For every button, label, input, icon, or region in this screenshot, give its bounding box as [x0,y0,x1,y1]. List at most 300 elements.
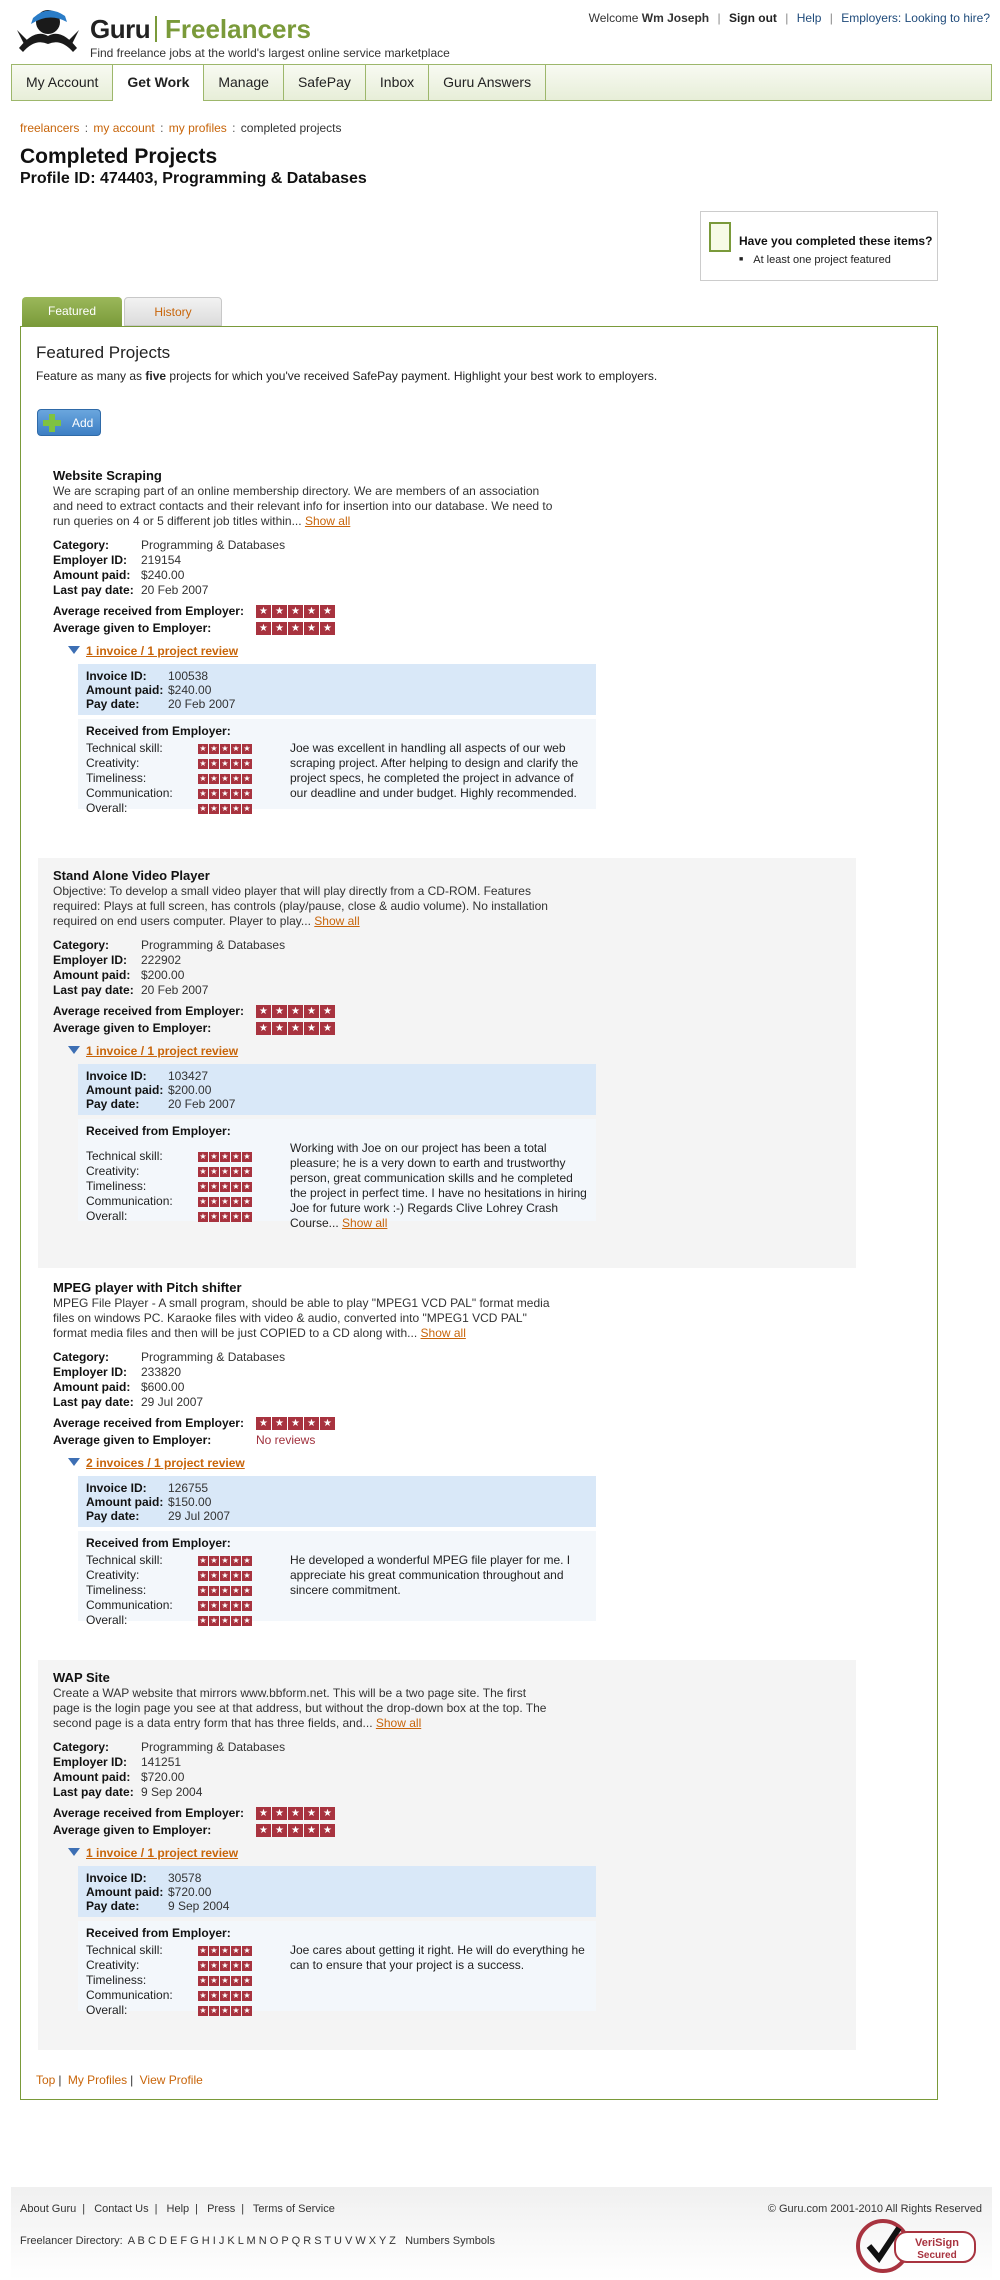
rating-row-communication: Communication: ★ ★ ★ ★ ★ [86,786,251,800]
employers-link[interactable]: Employers: Looking to hire? [841,11,990,25]
checklist-box [700,211,938,281]
star-icon: ★ [232,1600,240,1610]
show-all-link[interactable]: Show all [375,1716,422,1730]
avg-received: Average received from Employer: ★ ★ ★ ★ ★ [53,1004,335,1020]
star-icon: ★ [210,1166,218,1176]
star-icon: ★ [210,788,218,798]
star-icon: ★ [243,1615,251,1625]
pay-date-value: 9 Sep 2004 [168,1899,230,1913]
help-link[interactable]: Help [796,11,822,25]
project-card [38,858,856,1268]
star-icon: ★ [272,1824,287,1837]
project-title[interactable]: Website Scraping [53,468,162,483]
rating-row-creativity: Creativity: ★ ★ ★ ★ ★ [86,1568,251,1582]
review-box: Received from Employer: Technical skill: ★ ★ ★ ★ ★ Creativity: ★ ★ ★ ★ ★ Timeliness: ★ ★ ★ ★ ★ Communication: ★ ★ ★ ★ ★ Overall: ★ ★ ★ ★ ★ Joe was excellent in handling all aspects of our web scraping project. After helping to design and clarify the project specs, he completed the project in advance of our deadline and under budget. Highly recommended. [78,719,596,809]
star-icon: ★ [243,1990,251,2000]
project-fields: Category: Programming & Databases Employer ID: 222902 Amount paid: $200.00 Last pay date: 20 Feb 2007 [53,938,286,997]
breadcrumb-my-profiles[interactable]: my profiles [168,121,227,135]
project-title[interactable]: Stand Alone Video Player [53,868,210,883]
rating-stars [198,1571,252,1581]
top-link[interactable]: Top [36,2073,56,2087]
add-project-button[interactable]: Add [37,409,101,436]
star-icon: ★ [304,622,319,635]
star-icon: ★ [304,1824,319,1837]
top-links: Welcome Wm Joseph | Sign out | Help | Employers: Looking to hire? [588,11,990,25]
star-icon: ★ [199,1990,207,2000]
star-icon: ★ [221,1585,229,1595]
rating-stars [198,1616,252,1626]
star-icon: ★ [256,1022,271,1035]
rating-row-creativity: Creativity: ★ ★ ★ ★ ★ [86,756,251,770]
star-icon: ★ [221,1600,229,1610]
featured-description: Feature as many as five projects for which you've received SafePay payment. Highlight your best work to employers. [36,369,658,383]
star-icon: ★ [221,773,229,783]
star-icon: ★ [221,1181,229,1191]
rating-row-overall: Overall: ★ ★ ★ ★ ★ [86,1613,251,1627]
star-icon: ★ [210,758,218,768]
rating-stars [198,1556,252,1566]
star-icon: ★ [199,1960,207,1970]
rating-row-technical: Technical skill: ★ ★ ★ ★ ★ [86,1149,251,1163]
invoice-review-toggle[interactable]: 1 invoice / 1 project review [68,644,238,658]
star-icon: ★ [232,1211,240,1221]
project-description: Objective: To develop a small video player that will play directly from a CD-ROM. Features required: Plays at full screen, has controls (play/pause, close & audio volume). No installation required on end users computer. Player to play... Show all [53,884,548,928]
star-icon: ★ [304,1417,319,1430]
project-card [38,1660,856,2050]
star-icon: ★ [210,1615,218,1625]
guru-logo-icon[interactable] [15,6,81,58]
invoice-amount-value: $240.00 [168,683,212,697]
star-icon: ★ [256,605,271,618]
category-value: Programming & Databases [141,1740,286,1754]
star-icon: ★ [232,1585,240,1595]
invoice-review-toggle[interactable]: 2 invoices / 1 project review [68,1456,245,1470]
star-icon: ★ [199,803,207,813]
star-icon: ★ [221,1990,229,2000]
star-icon: ★ [288,1417,303,1430]
star-icon: ★ [210,1585,218,1595]
star-icon: ★ [199,1975,207,1985]
nav-tab-get-work[interactable]: Get Work [113,65,204,101]
star-icon: ★ [232,803,240,813]
star-icon: ★ [256,1005,271,1018]
star-icon: ★ [272,1417,287,1430]
star-icon: ★ [243,803,251,813]
featured-title: Featured Projects [36,343,171,362]
pay-date-value: 20 Feb 2007 [168,697,236,711]
rating-row-communication: Communication: ★ ★ ★ ★ ★ [86,1598,251,1612]
star-icon: ★ [210,743,218,753]
expand-triangle-icon [68,1458,80,1466]
amount-paid-value: $600.00 [141,1380,185,1394]
employer-id-value: 141251 [141,1755,182,1769]
star-icon: ★ [199,1181,207,1191]
main-nav [11,64,992,101]
invoice-amount-value: $150.00 [168,1495,212,1509]
freelancer-directory: Freelancer Directory: A B C D E F G H I J K L M N O P Q R S T U V W X Y Z Numbers Symbols [20,2235,495,2247]
footer-about[interactable]: About Guru [20,2203,77,2215]
directory-letters[interactable]: A B C D E F G H I J K L M N O P Q R S T U V W X Y Z [127,2235,396,2247]
star-icon: ★ [232,773,240,783]
svg-text:VeriSign: VeriSign [914,2237,960,2249]
brand-freelancers[interactable]: Freelancers [165,14,311,44]
rating-row-timeliness: Timeliness: ★ ★ ★ ★ ★ [86,1583,251,1597]
avg-given: Average given to Employer: ★ ★ ★ ★ ★ [53,1021,335,1037]
show-all-link[interactable]: Show all [304,514,351,528]
copyright: © Guru.com 2001-2010 All Rights Reserved [767,2203,982,2215]
rating-stars [198,1167,252,1177]
employer-id-value: 233820 [141,1365,182,1379]
star-icon: ★ [221,1211,229,1221]
rating-stars [198,774,252,784]
last-pay-date-value: 20 Feb 2007 [141,583,209,597]
star-icon: ★ [304,1022,319,1035]
rating-stars [256,622,335,635]
star-icon: ★ [232,1151,240,1161]
category-value: Programming & Databases [141,938,286,952]
invoice-review-toggle[interactable]: 1 invoice / 1 project review [68,1846,238,1860]
review-box: Received from Employer: Technical skill: ★ ★ ★ ★ ★ Creativity: ★ ★ ★ ★ ★ Timeliness: ★ ★ ★ ★ ★ Communication: ★ ★ ★ ★ ★ Overall: ★ ★ ★ ★ ★ Working with Joe on our project has been a total pleasure; he is a very down to earth and trustworthy person, great communication skills and he completed the project in perfect time. I have no hesitations in hiring Joe for future work :-) Regards Clive Lohrey Crash Course... Show all [78,1119,596,1221]
star-icon: ★ [288,605,303,618]
star-icon: ★ [221,1151,229,1161]
star-icon: ★ [304,1807,319,1820]
star-icon: ★ [243,1585,251,1595]
breadcrumb: freelancers : my account : my profiles : completed projects [20,121,342,135]
star-icon: ★ [232,788,240,798]
footer-press[interactable]: Press [207,2203,236,2215]
invoice-id-value: 100538 [168,669,209,683]
star-icon: ★ [320,1807,335,1820]
star-icon: ★ [272,1807,287,1820]
directory-symbols[interactable]: Symbols [452,2235,495,2247]
star-icon: ★ [232,1555,240,1565]
last-pay-date-value: 20 Feb 2007 [141,983,209,997]
review-show-all-link[interactable]: Show all [342,1216,388,1230]
review-text: Joe cares about getting it right. He will do everything he can to ensure that your project is a success. [290,1943,585,1972]
brand-divider [155,16,157,42]
nav-tab-guru-answers[interactable]: Guru Answers [429,65,546,100]
star-icon: ★ [199,1945,207,1955]
user-name: Wm Joseph [641,11,710,25]
star-icon: ★ [232,1945,240,1955]
invoice-amount-value: $200.00 [168,1083,212,1097]
star-icon: ★ [199,1570,207,1580]
verisign-seal-icon[interactable] [855,2218,977,2274]
rating-stars [198,1152,252,1162]
star-icon: ★ [221,1975,229,1985]
star-icon: ★ [232,1166,240,1176]
category-value: Programming & Databases [141,1350,286,1364]
star-icon: ★ [221,1960,229,1970]
site-footer [11,2187,992,2280]
star-icon: ★ [288,1022,303,1035]
project-fields: Category: Programming & Databases Employer ID: 141251 Amount paid: $720.00 Last pay date: 9 Sep 2004 [53,1740,286,1799]
rating-row-creativity: Creativity: ★ ★ ★ ★ ★ [86,1164,251,1178]
employer-id-value: 222902 [141,953,182,967]
star-icon: ★ [243,1960,251,1970]
star-icon: ★ [199,1555,207,1565]
star-icon: ★ [243,1555,251,1565]
star-icon: ★ [320,622,335,635]
rating-stars [198,1586,252,1596]
invoice-id-value: 103427 [168,1069,209,1083]
footer-terms[interactable]: Terms of Service [252,2203,335,2215]
invoice-review-toggle[interactable]: 1 invoice / 1 project review [68,1044,238,1058]
star-icon: ★ [243,1181,251,1191]
directory-numbers[interactable]: Numbers [405,2235,450,2247]
page-subtitle: Profile ID: 474403, Programming & Databases [20,170,367,187]
star-icon: ★ [304,605,319,618]
last-pay-date-value: 9 Sep 2004 [141,1785,203,1799]
star-icon: ★ [272,1005,287,1018]
star-icon: ★ [256,1807,271,1820]
rating-stars [198,1182,252,1192]
review-box: Received from Employer: Technical skill: ★ ★ ★ ★ ★ Creativity: ★ ★ ★ ★ ★ Timeliness: ★ ★ ★ ★ ★ Communication: ★ ★ ★ ★ ★ Overall: ★ ★ ★ ★ ★ Joe cares about getting it right. He will do everything he can to ensure that your project is a success. [78,1921,596,2011]
amount-paid-value: $200.00 [141,968,185,982]
star-icon: ★ [243,1570,251,1580]
nav-tab-my-account[interactable]: My Account [12,65,113,100]
star-icon: ★ [320,1417,335,1430]
tagline: Find freelance jobs at the world's largest online service marketplace [90,46,450,60]
avg-received: Average received from Employer: ★ ★ ★ ★ ★ [53,1806,335,1822]
star-icon: ★ [221,803,229,813]
star-icon: ★ [210,1570,218,1580]
rating-row-communication: Communication: ★ ★ ★ ★ ★ [86,1194,251,1208]
plus-icon [43,414,61,432]
last-pay-date-value: 29 Jul 2007 [141,1395,204,1409]
star-icon: ★ [210,1555,218,1565]
rating-stars [198,1197,252,1207]
star-icon: ★ [243,1166,251,1176]
star-icon: ★ [210,1181,218,1191]
rating-stars [256,1005,335,1018]
rating-stars [198,1212,252,1222]
star-icon: ★ [232,1181,240,1191]
star-icon: ★ [232,1960,240,1970]
star-icon: ★ [256,622,271,635]
pay-date-value: 20 Feb 2007 [168,1097,236,1111]
site-header [0,0,1000,64]
expand-triangle-icon [68,646,80,654]
pay-date-value: 29 Jul 2007 [168,1509,231,1523]
rating-stars [198,789,252,799]
project-card [38,1270,856,1660]
star-icon: ★ [210,2005,218,2015]
star-icon: ★ [243,773,251,783]
rating-stars [198,1976,252,1986]
star-icon: ★ [221,2005,229,2015]
checklist-title: Have you completed these items? [739,234,933,248]
rating-row-technical: Technical skill: ★ ★ ★ ★ ★ [86,1943,251,1957]
star-icon: ★ [199,773,207,783]
star-icon: ★ [243,1151,251,1161]
invoice-box: Invoice ID: 126755 Amount paid: $150.00 Pay date: 29 Jul 2007 [78,1476,596,1527]
brand-guru[interactable]: Guru [90,14,151,44]
star-icon: ★ [210,1196,218,1206]
rating-row-timeliness: Timeliness: ★ ★ ★ ★ ★ [86,771,251,785]
show-all-link[interactable]: Show all [314,914,360,928]
rating-stars [256,1417,335,1430]
panel-footer: Top | My Profiles | View Profile [36,2073,203,2087]
star-icon: ★ [221,1555,229,1565]
breadcrumb-freelancers[interactable]: freelancers [20,121,80,135]
star-icon: ★ [221,1570,229,1580]
star-icon: ★ [199,1600,207,1610]
review-text: Working with Joe on our project has been a total pleasure; he is a very down to earth and trustworthy person, great communication skills and he completed the project in perfect time. I have no hesitations in hiring Joe for future work :-) Regards Clive Lohrey Crash Course... Show all [290,1141,587,1230]
star-icon: ★ [221,743,229,753]
rating-stars [198,1991,252,2001]
star-icon: ★ [288,622,303,635]
rating-row-timeliness: Timeliness: ★ ★ ★ ★ ★ [86,1973,251,1987]
rating-row-creativity: Creativity: ★ ★ ★ ★ ★ [86,1958,251,1972]
rating-row-communication: Communication: ★ ★ ★ ★ ★ [86,1988,251,2002]
star-icon: ★ [221,758,229,768]
avg-received: Average received from Employer: ★ ★ ★ ★ ★ [53,604,335,620]
rating-stars [198,744,252,754]
project-description: MPEG File Player - A small program, should be able to play "MPEG1 VCD PAL" format media files on windows PC. Karaoke files with video & audio, converted into "MPEG1 VCD PAL" format media files and then will be just COPIED to a CD along with... Show all [53,1296,550,1340]
star-icon: ★ [221,1166,229,1176]
rating-row-technical: Technical skill: ★ ★ ★ ★ ★ [86,1553,251,1567]
rating-row-timeliness: Timeliness: ★ ★ ★ ★ ★ [86,1179,251,1193]
breadcrumb-current: completed projects [240,121,342,135]
star-icon: ★ [243,2005,251,2015]
checklist-icon [709,222,731,252]
star-icon: ★ [199,1615,207,1625]
star-icon: ★ [199,1585,207,1595]
project-fields: Category: Programming & Databases Employer ID: 233820 Amount paid: $600.00 Last pay date: 29 Jul 2007 [53,1350,286,1409]
star-icon: ★ [221,1945,229,1955]
my-profiles-link[interactable]: My Profiles [67,2073,128,2087]
checklist-item: ■ At least one project featured [739,254,891,266]
star-icon: ★ [272,1022,287,1035]
review-text: He developed a wonderful MPEG file player for me. I appreciate his great communication throughout and sincere commitment. [290,1553,571,1597]
expand-triangle-icon [68,1046,80,1054]
rating-row-overall: Overall: ★ ★ ★ ★ ★ [86,801,251,815]
star-icon: ★ [320,1005,335,1018]
star-icon: ★ [199,1151,207,1161]
footer-contact[interactable]: Contact Us [94,2203,149,2215]
star-icon: ★ [199,743,207,753]
star-icon: ★ [288,1807,303,1820]
star-icon: ★ [256,1824,271,1837]
nav-tab-manage[interactable]: Manage [204,65,284,100]
star-icon: ★ [288,1005,303,1018]
star-icon: ★ [243,1945,251,1955]
rating-stars [256,1824,335,1837]
invoice-id-value: 126755 [168,1481,209,1495]
welcome-text: Welcome [588,11,639,25]
star-icon: ★ [272,622,287,635]
star-icon: ★ [221,1196,229,1206]
star-icon: ★ [199,1211,207,1221]
invoice-id-value: 30578 [168,1871,202,1885]
breadcrumb-my-account[interactable]: my account [93,121,155,135]
star-icon: ★ [232,1615,240,1625]
avg-given: Average given to Employer: No reviews [53,1433,316,1447]
rating-stars [198,1601,252,1611]
star-icon: ★ [210,1960,218,1970]
star-icon: ★ [221,1615,229,1625]
rating-stars [198,1961,252,1971]
project-description: Create a WAP website that mirrors www.bbform.net. This will be a two page site. The first page is the login page you see at that address, but without the drop-down box at the top. The second page is a data entry form that has three fields, and... Show all [53,1686,547,1730]
rating-stars [198,2006,252,2016]
project-description: We are scraping part of an online membership directory. We are members of an association and need to extract contacts and their relevant info for insertion into our database. We need to run queries on 4 or 5 different job titles within... Show all [53,484,553,528]
rating-stars [198,804,252,814]
review-box: Received from Employer: Technical skill: ★ ★ ★ ★ ★ Creativity: ★ ★ ★ ★ ★ Timeliness: ★ ★ ★ ★ ★ Communication: ★ ★ ★ ★ ★ Overall: ★ ★ ★ ★ ★ He developed a wonderful MPEG file player for me. I appreciate his great communication throughout and sincere commitment. [78,1531,596,1621]
star-icon: ★ [210,803,218,813]
star-icon: ★ [232,2005,240,2015]
svg-text:Secured: Secured [917,2250,957,2261]
rating-row-technical: Technical skill: ★ ★ ★ ★ ★ [86,741,251,755]
star-icon: ★ [199,1166,207,1176]
footer-links: About Guru | Contact Us | Help | Press | Terms of Service [20,2203,335,2215]
tab-featured[interactable]: Featured [22,297,122,326]
star-icon: ★ [320,1824,335,1837]
star-icon: ★ [199,1196,207,1206]
star-icon: ★ [243,1196,251,1206]
rating-row-overall: Overall: ★ ★ ★ ★ ★ [86,2003,251,2017]
star-icon: ★ [232,758,240,768]
star-icon: ★ [232,1196,240,1206]
star-icon: ★ [232,1990,240,2000]
view-profile-link[interactable]: View Profile [139,2073,203,2087]
star-icon: ★ [210,1600,218,1610]
star-icon: ★ [243,1600,251,1610]
rating-row-overall: Overall: ★ ★ ★ ★ ★ [86,1209,251,1223]
star-icon: ★ [256,1417,271,1430]
star-icon: ★ [232,1975,240,1985]
tab-history[interactable]: History [124,297,222,326]
star-icon: ★ [221,788,229,798]
star-icon: ★ [320,605,335,618]
star-icon: ★ [243,758,251,768]
star-icon: ★ [210,1151,218,1161]
star-icon: ★ [272,605,287,618]
star-icon: ★ [199,2005,207,2015]
project-card [38,458,856,828]
star-icon: ★ [243,788,251,798]
page-title: Completed Projects [20,145,218,168]
nav-tab-inbox[interactable]: Inbox [366,65,429,100]
star-icon: ★ [243,743,251,753]
rating-stars [198,1946,252,1956]
star-icon: ★ [210,1975,218,1985]
amount-paid-value: $240.00 [141,568,185,582]
no-reviews-text: No reviews [256,1433,316,1447]
category-value: Programming & Databases [141,538,286,552]
show-all-link[interactable]: Show all [420,1326,466,1340]
avg-given: Average given to Employer: ★ ★ ★ ★ ★ [53,1823,335,1839]
star-icon: ★ [243,1211,251,1221]
project-fields: Category: Programming & Databases Employer ID: 219154 Amount paid: $240.00 Last pay date: 20 Feb 2007 [53,538,286,597]
project-title[interactable]: MPEG player with Pitch shifter [53,1280,242,1295]
review-text: Joe was excellent in handling all aspects of our web scraping project. After helping to design and clarify the project specs, he completed the project in advance of our deadline and under budget. Highly recommended. [290,741,579,800]
avg-given: Average given to Employer: ★ ★ ★ ★ ★ [53,621,335,637]
rating-stars [256,605,335,618]
star-icon: ★ [288,1824,303,1837]
star-icon: ★ [210,1945,218,1955]
star-icon: ★ [199,788,207,798]
star-icon: ★ [210,773,218,783]
footer-help[interactable]: Help [166,2203,190,2215]
expand-triangle-icon [68,1848,80,1856]
sign-out-link[interactable]: Sign out [728,11,777,25]
project-title[interactable]: WAP Site [53,1670,110,1685]
star-icon: ★ [320,1022,335,1035]
nav-tab-safepay[interactable]: SafePay [284,65,366,100]
rating-stars [256,1807,335,1820]
star-icon: ★ [232,743,240,753]
